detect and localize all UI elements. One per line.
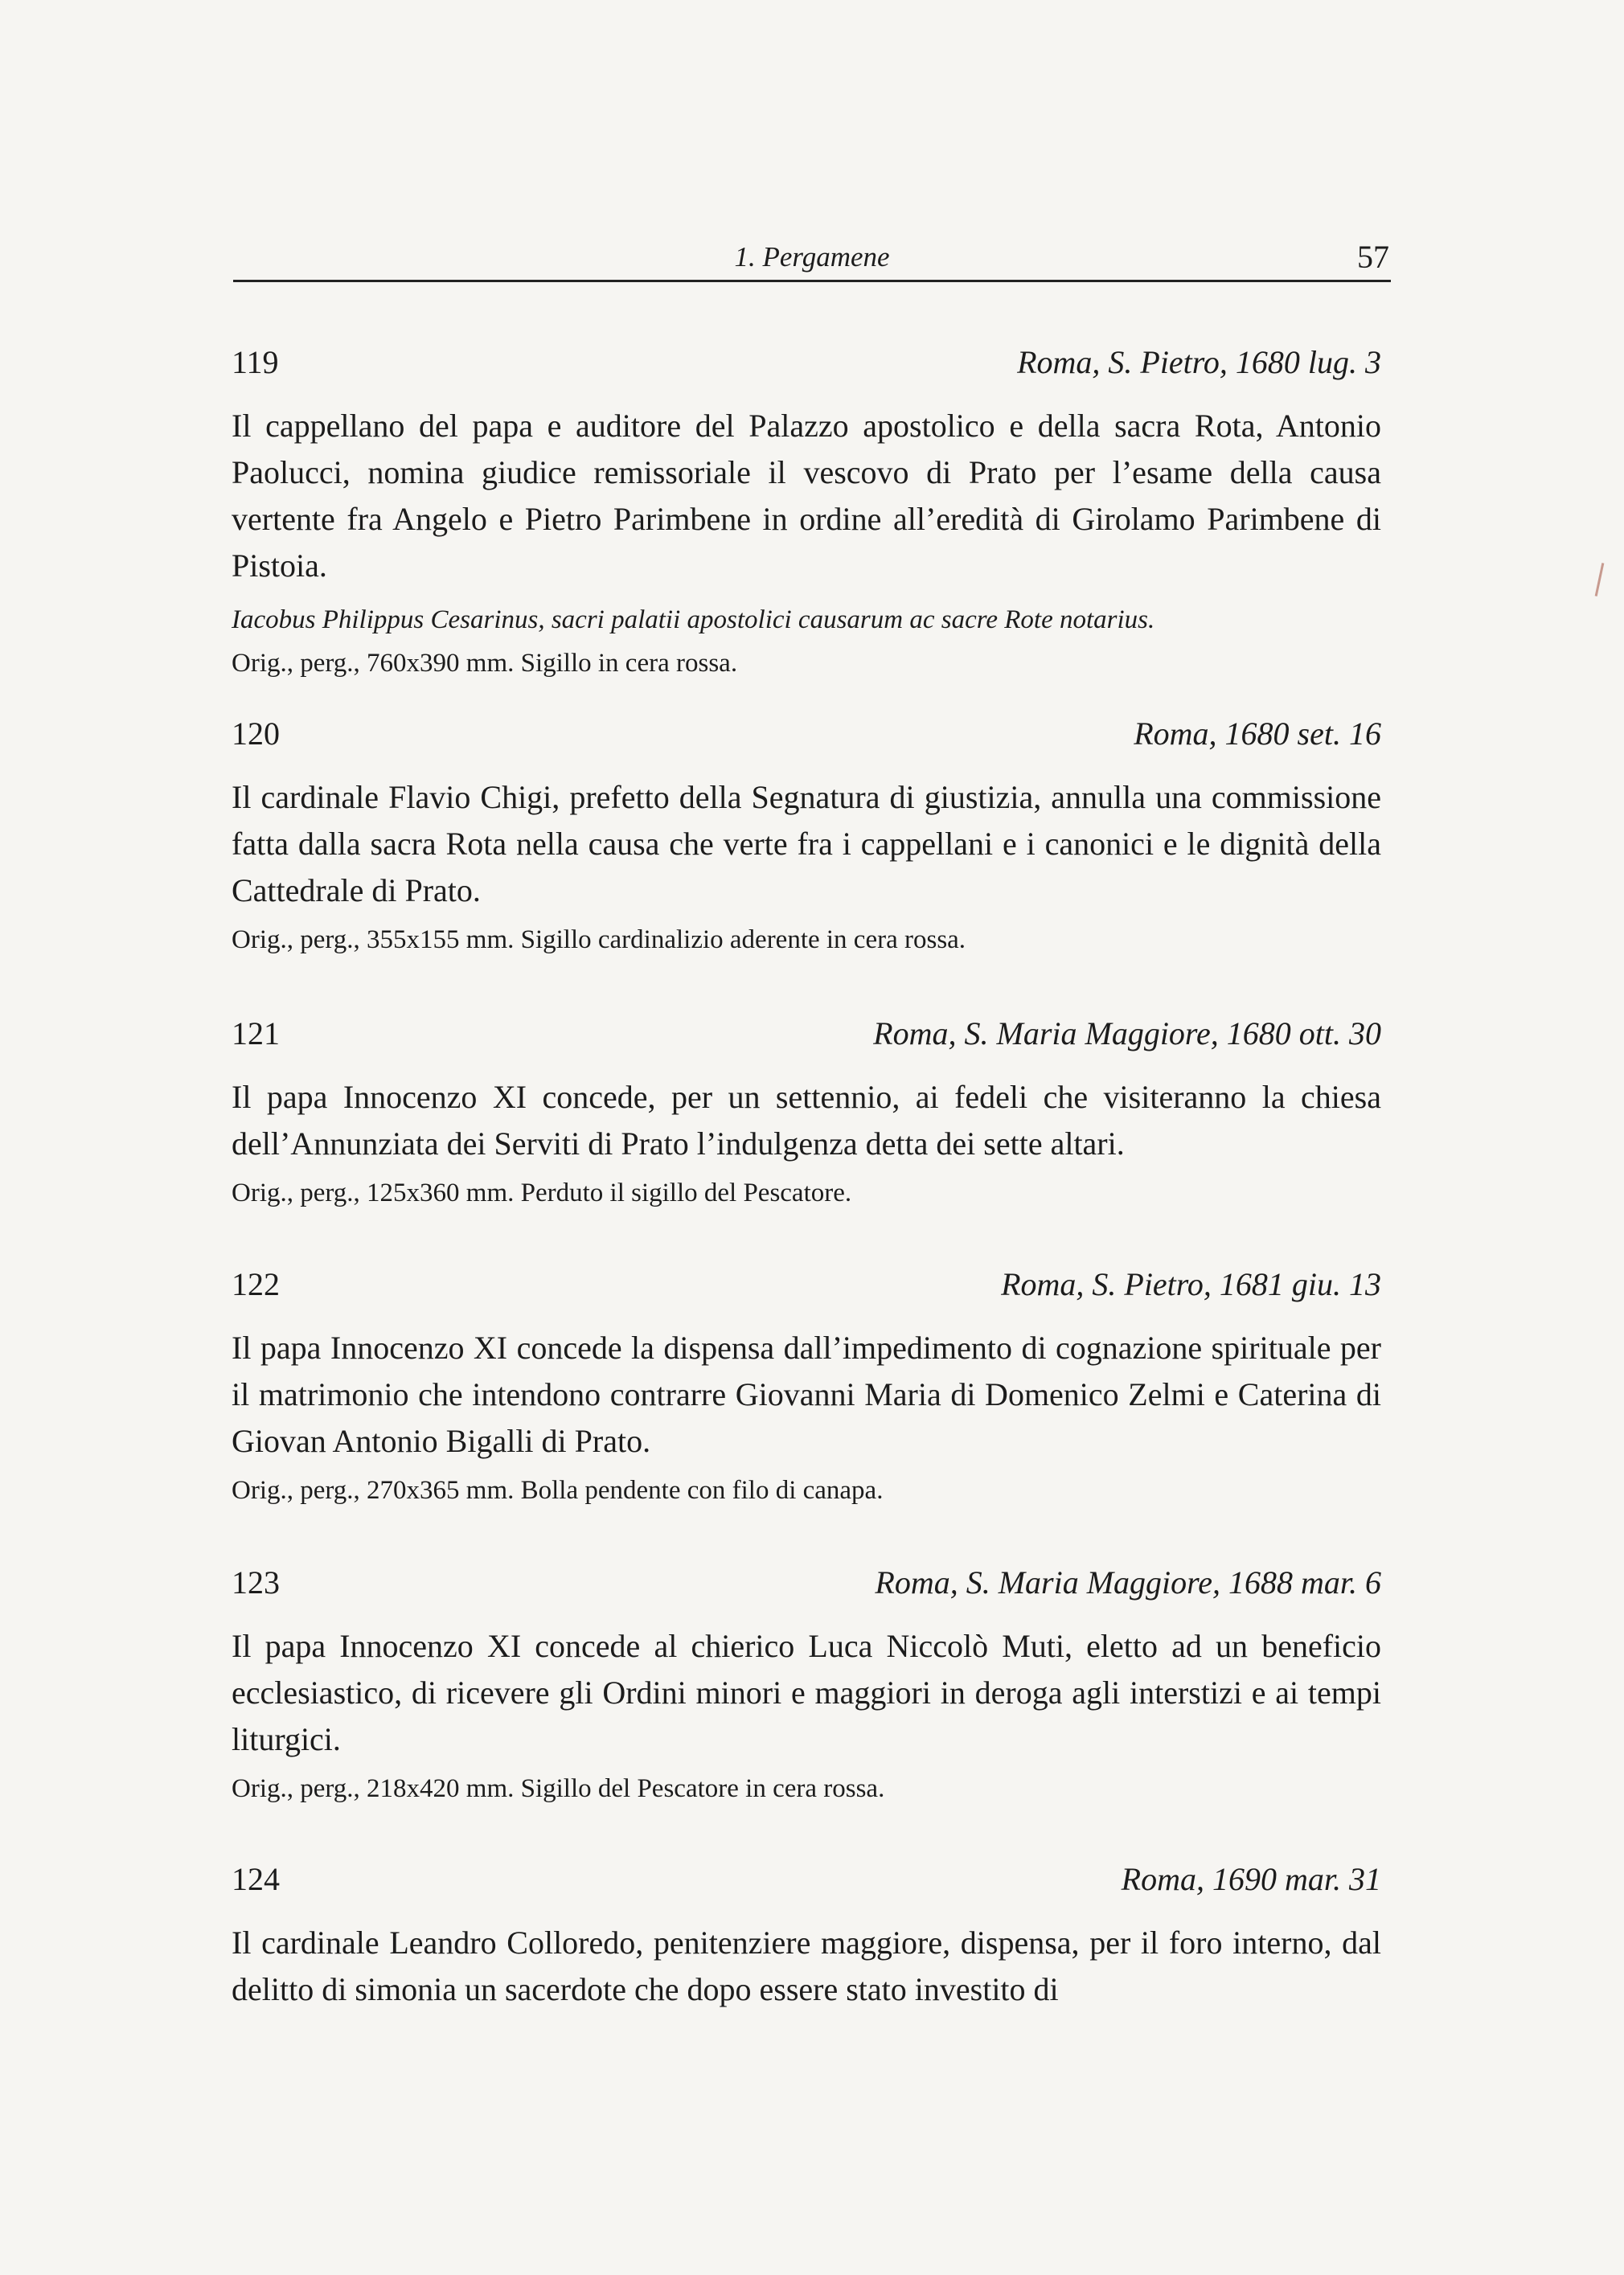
entry-heading bbox=[232, 1859, 1381, 1907]
entry-number: 121 bbox=[232, 1015, 280, 1051]
entry-description: Orig., perg., 270x365 mm. Bolla pendente con filo di canapa. bbox=[232, 1476, 884, 1505]
entry-number: 119 bbox=[232, 344, 279, 380]
entry-summary: Il cardinale Flavio Chigi, prefetto della Segnatura di giustizia, annulla una commissione fatta dalla sacra Rota nella causa che verte fra i cappellani e i canonici e le dignità della Cattedrale di Prato. bbox=[232, 779, 1381, 908]
entry-summary: Il cardinale Leandro Colloredo, penitenziere maggiore, dispensa, per il foro interno, dal delitto di simonia un sacerdote che dopo essere stato investito di bbox=[232, 1925, 1381, 2007]
entry-123 bbox=[232, 1562, 1381, 1806]
entry-place-date: Roma, 1690 mar. 31 bbox=[1121, 1861, 1381, 1897]
entry-number: 123 bbox=[232, 1564, 280, 1601]
entry-heading bbox=[232, 1562, 1381, 1610]
pencil-margin-mark bbox=[1595, 563, 1605, 596]
page-number: 57 bbox=[1357, 239, 1389, 275]
entry-place-date: Roma, S. Pietro, 1680 lug. 3 bbox=[1017, 344, 1381, 380]
entry-121 bbox=[232, 1013, 1381, 1211]
entry-description: Orig., perg., 760x390 mm. Sigillo in cera rossa. bbox=[232, 649, 738, 678]
entry-summary: Il papa Innocenzo XI concede la dispensa dall’impedimento di cognazione spirituale per il matrimonio che intendono contrarre Giovanni Maria di Domenico Zelmi e Caterina di Giovan Antonio Bigalli di Prato. bbox=[232, 1330, 1381, 1459]
entry-description: Orig., perg., 355x155 mm. Sigillo cardinalizio aderente in cera rossa. bbox=[232, 925, 966, 954]
entry-summary: Il papa Innocenzo XI concede al chierico Luca Niccolò Muti, eletto ad un beneficio ecclesiastico, di ricevere gli Ordini minori e maggiori in deroga agli interstizi e ai tempi liturgici. bbox=[232, 1628, 1381, 1757]
entry-124 bbox=[232, 1859, 1381, 2013]
entry-122 bbox=[232, 1264, 1381, 1508]
entry-summary: Il papa Innocenzo XI concede, per un settennio, ai fedeli che visiteranno la chiesa dell’Annunziata dei Serviti di Prato l’indulgenza detta dei sette altari. bbox=[232, 1079, 1381, 1162]
running-header bbox=[233, 241, 1391, 282]
entry-heading bbox=[232, 713, 1381, 761]
entry-description: Orig., perg., 125x360 mm. Perduto il sigillo del Pescatore. bbox=[232, 1178, 852, 1207]
entry-place-date: Roma, 1680 set. 16 bbox=[1134, 715, 1381, 752]
entry-number: 124 bbox=[232, 1861, 280, 1897]
entry-notary: Iacobus Philippus Cesarinus, sacri palatii apostolici causarum ac sacre Rote notarius. bbox=[232, 605, 1155, 634]
entry-120 bbox=[232, 713, 1381, 957]
entry-heading bbox=[232, 342, 1381, 390]
entry-place-date: Roma, S. Maria Maggiore, 1680 ott. 30 bbox=[873, 1015, 1381, 1051]
entry-place-date: Roma, S. Maria Maggiore, 1688 mar. 6 bbox=[875, 1564, 1381, 1601]
entry-heading bbox=[232, 1013, 1381, 1061]
entry-description: Orig., perg., 218x420 mm. Sigillo del Pescatore in cera rossa. bbox=[232, 1774, 885, 1803]
entry-heading bbox=[232, 1264, 1381, 1312]
entry-119 bbox=[232, 342, 1381, 681]
entry-number: 122 bbox=[232, 1266, 280, 1302]
entry-place-date: Roma, S. Pietro, 1681 giu. 13 bbox=[1001, 1266, 1381, 1302]
entry-number: 120 bbox=[232, 715, 280, 752]
entry-summary: Il cappellano del papa e auditore del Palazzo apostolico e della sacra Rota, Antonio Paolucci, nomina giudice remissoriale il vescovo di Prato per l’esame della causa vertente fra Angelo e Pietro Parimbene in ordine all’eredità di Girolamo Parimbene di Pistoia. bbox=[232, 408, 1381, 584]
section-title: 1. Pergamene bbox=[734, 241, 890, 273]
